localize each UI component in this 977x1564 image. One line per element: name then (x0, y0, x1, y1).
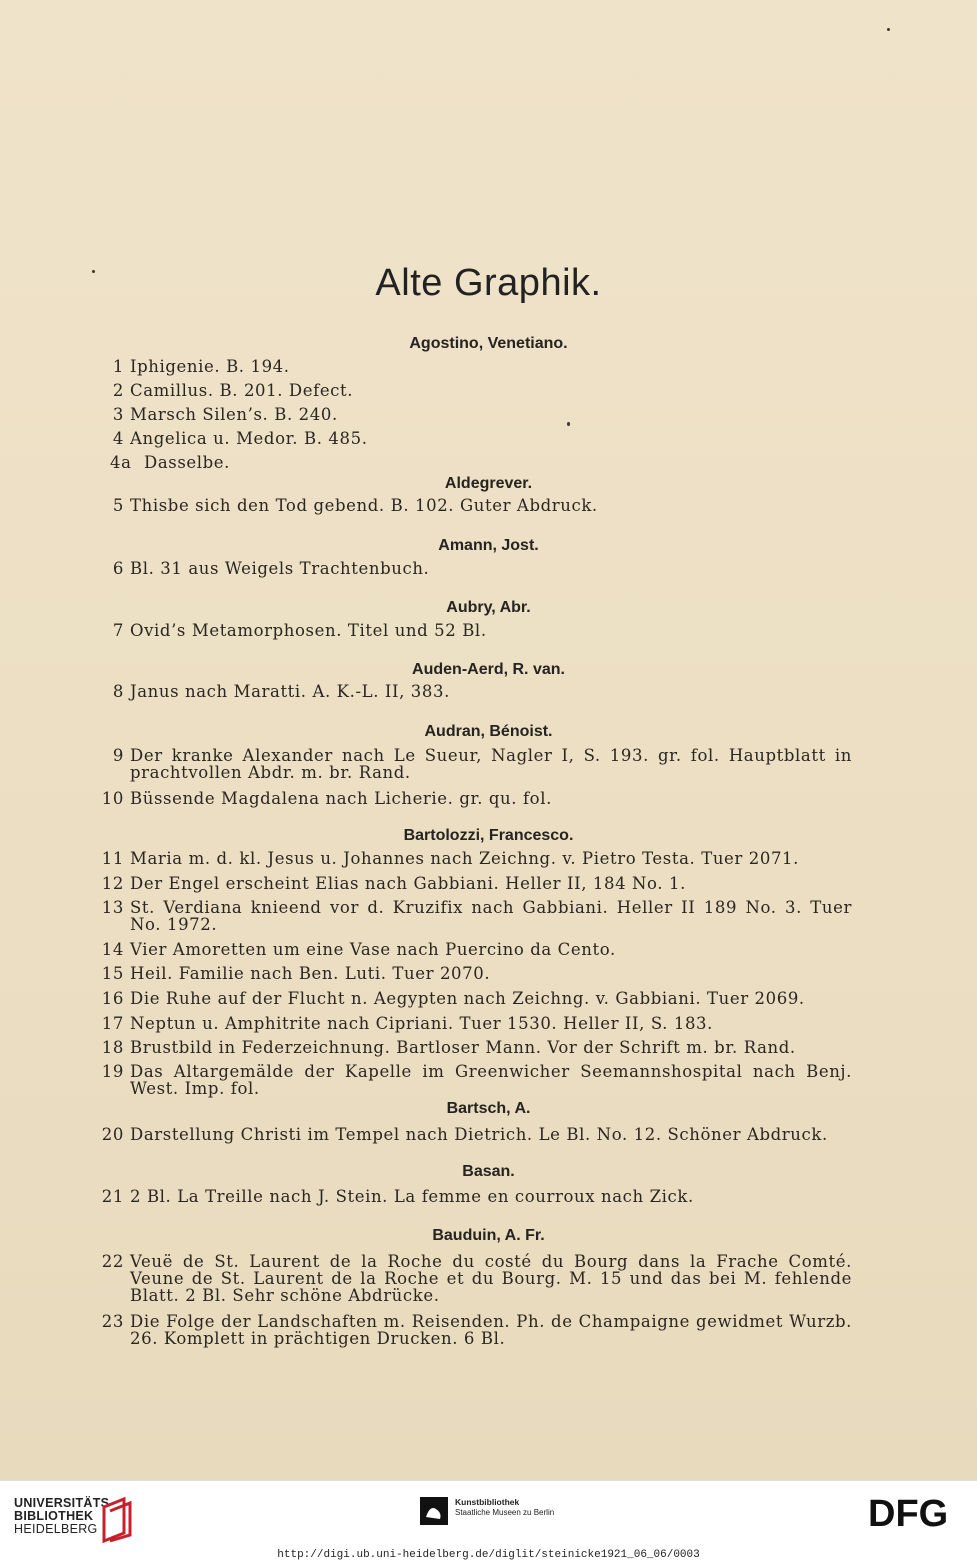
kunstbibliothek-logo-icon (420, 1497, 448, 1525)
entry-number: 1 (112, 357, 124, 376)
entry-number: 11 (101, 849, 124, 868)
entry-text: Darstellung Christi im Tempel nach Dietrich. Le Bl. No. 12. Schöner Abdruck. (130, 1125, 828, 1144)
entry-number: 22 (101, 1252, 124, 1271)
entry-text: Die Folge der Landschaften m. Reisenden. Ph. de Champaigne gewidmet Wurzb. 26. Komplett in prächtigen Drucken. 6 Bl. (130, 1312, 852, 1348)
dfg-logo (868, 1493, 964, 1533)
entry-number: 2 (112, 381, 124, 400)
entry-text: Iphigenie. B. 194. (130, 357, 290, 376)
entry-text: Das Altargemälde der Kapelle im Greenwicher Seemannshospital nach Benj. West. Imp. fol. (130, 1062, 852, 1098)
entry-number: 5 (112, 496, 124, 515)
library-name-line3: HEIDELBERG (14, 1522, 98, 1536)
entry-text: Heil. Familie nach Ben. Luti. Tuer 2070. (130, 964, 491, 983)
kb-line2: Staatliche Museen zu Berlin (455, 1508, 555, 1517)
entry-number: 15 (101, 964, 124, 983)
entry-number: 18 (101, 1038, 124, 1057)
entry-number: 10 (101, 789, 124, 808)
entry-text: Büssende Magdalena nach Licherie. gr. qu. fol. (130, 789, 552, 808)
entry-text: Marsch Silen’s. B. 240. (130, 405, 338, 424)
kunstbibliothek-text (455, 1497, 554, 1518)
entry-number: 3 (112, 405, 124, 424)
entry-text: Thisbe sich den Tod gebend. B. 102. Guter Abdruck. (130, 496, 598, 515)
section-heading: Audran, Bénoist. (424, 723, 553, 740)
entry-number: 20 (101, 1125, 124, 1144)
entry-number: 14 (101, 940, 124, 959)
section-heading: Basan. (462, 1163, 515, 1180)
entry-number: 8 (112, 682, 124, 701)
section-heading: Auden-Aerd, R. van. (412, 661, 565, 678)
entry-text: Die Ruhe auf der Flucht n. Aegypten nach Zeichng. v. Gabbiani. Tuer 2069. (130, 989, 805, 1008)
entry-number: 19 (101, 1062, 124, 1081)
entry-number: 7 (112, 621, 124, 640)
entry-number: 12 (101, 874, 124, 893)
entry-text: Vier Amoretten um eine Vase nach Puercino da Cento. (130, 940, 616, 959)
library-name-line1: UNIVERSITÄTS- (14, 1496, 114, 1510)
entry-number: 17 (101, 1014, 124, 1033)
entry-text: Neptun u. Amphitrite nach Cipriani. Tuer 1530. Heller II, S. 183. (130, 1014, 713, 1033)
entry-number: 16 (101, 989, 124, 1008)
entry-text: Maria m. d. kl. Jesus u. Johannes nach Zeichng. v. Pietro Testa. Tuer 2071. (130, 849, 799, 868)
section-heading: Aubry, Abr. (446, 599, 531, 616)
entry-text: Bl. 31 aus Weigels Trachtenbuch. (130, 559, 430, 578)
entry-text: Dasselbe. (144, 453, 231, 472)
section-heading: Bartsch, A. (446, 1100, 531, 1117)
entry-number: 6 (112, 559, 124, 578)
entry-text: Janus nach Maratti. A. K.-L. II, 383. (130, 682, 450, 701)
entry-number: 21 (101, 1187, 124, 1206)
entry-text: St. Verdiana knieend vor d. Kruzifix nach Gabbiani. Heller II 189 No. 3. Tuer No. 1972. (130, 898, 852, 934)
entry-text: Camillus. B. 201. Defect. (130, 381, 354, 400)
entry-number: 23 (101, 1312, 124, 1331)
kb-line1: Kunstbibliothek (455, 1497, 520, 1507)
entry-text: 2 Bl. La Treille nach J. Stein. La femme en courroux nach Zick. (130, 1187, 694, 1206)
scan-speck (567, 422, 570, 426)
section-heading: Bauduin, A. Fr. (432, 1227, 545, 1244)
scan-speck (887, 28, 890, 31)
page-title: Alte Graphik. (375, 262, 602, 304)
section-heading: Aldegrever. (444, 475, 533, 492)
library-logo-icon (100, 1495, 134, 1543)
entry-number: 4 (112, 429, 124, 448)
entry-number: 9 (112, 746, 124, 765)
section-heading: Bartolozzi, Francesco. (403, 827, 574, 844)
library-logo-text (14, 1497, 114, 1536)
dfg-logo-text: DFG (868, 1493, 949, 1533)
entry-text: Brustbild in Federzeichnung. Bartloser Mann. Vor der Schrift m. br. Rand. (130, 1038, 796, 1057)
entry-text: Ovid’s Metamorphosen. Titel und 52 Bl. (130, 621, 487, 640)
page-url[interactable]: http://digi.ub.uni-heidelberg.de/diglit/steinicke1921_06_06/0003 (277, 1549, 700, 1561)
entry-number: 4a (110, 453, 132, 472)
entry-text: Der kranke Alexander nach Le Sueur, Nagler I, S. 193. gr. fol. Hauptblatt in prachtvollen Abdr. m. br. Rand. (130, 746, 852, 782)
scan-speck (92, 270, 95, 273)
entry-text: Der Engel erscheint Elias nach Gabbiani. Heller II, 184 No. 1. (130, 874, 686, 893)
entry-text: Angelica u. Medor. B. 485. (130, 429, 368, 448)
library-name-line2: BIBLIOTHEK (14, 1509, 94, 1523)
section-heading: Amann, Jost. (438, 537, 539, 554)
entry-number: 13 (101, 898, 124, 917)
section-heading: Agostino, Venetiano. (409, 335, 568, 352)
footer-bar (0, 1480, 977, 1564)
entry-text: Veuë de St. Laurent de la Roche du costé du Bourg dans la Frache Comté. Veune de St. Laurent de la Roche et du Bourg. M. 15 und das bei M. fehlende Blatt. 2 Bl. Sehr schöne Abdrücke. (130, 1252, 852, 1305)
